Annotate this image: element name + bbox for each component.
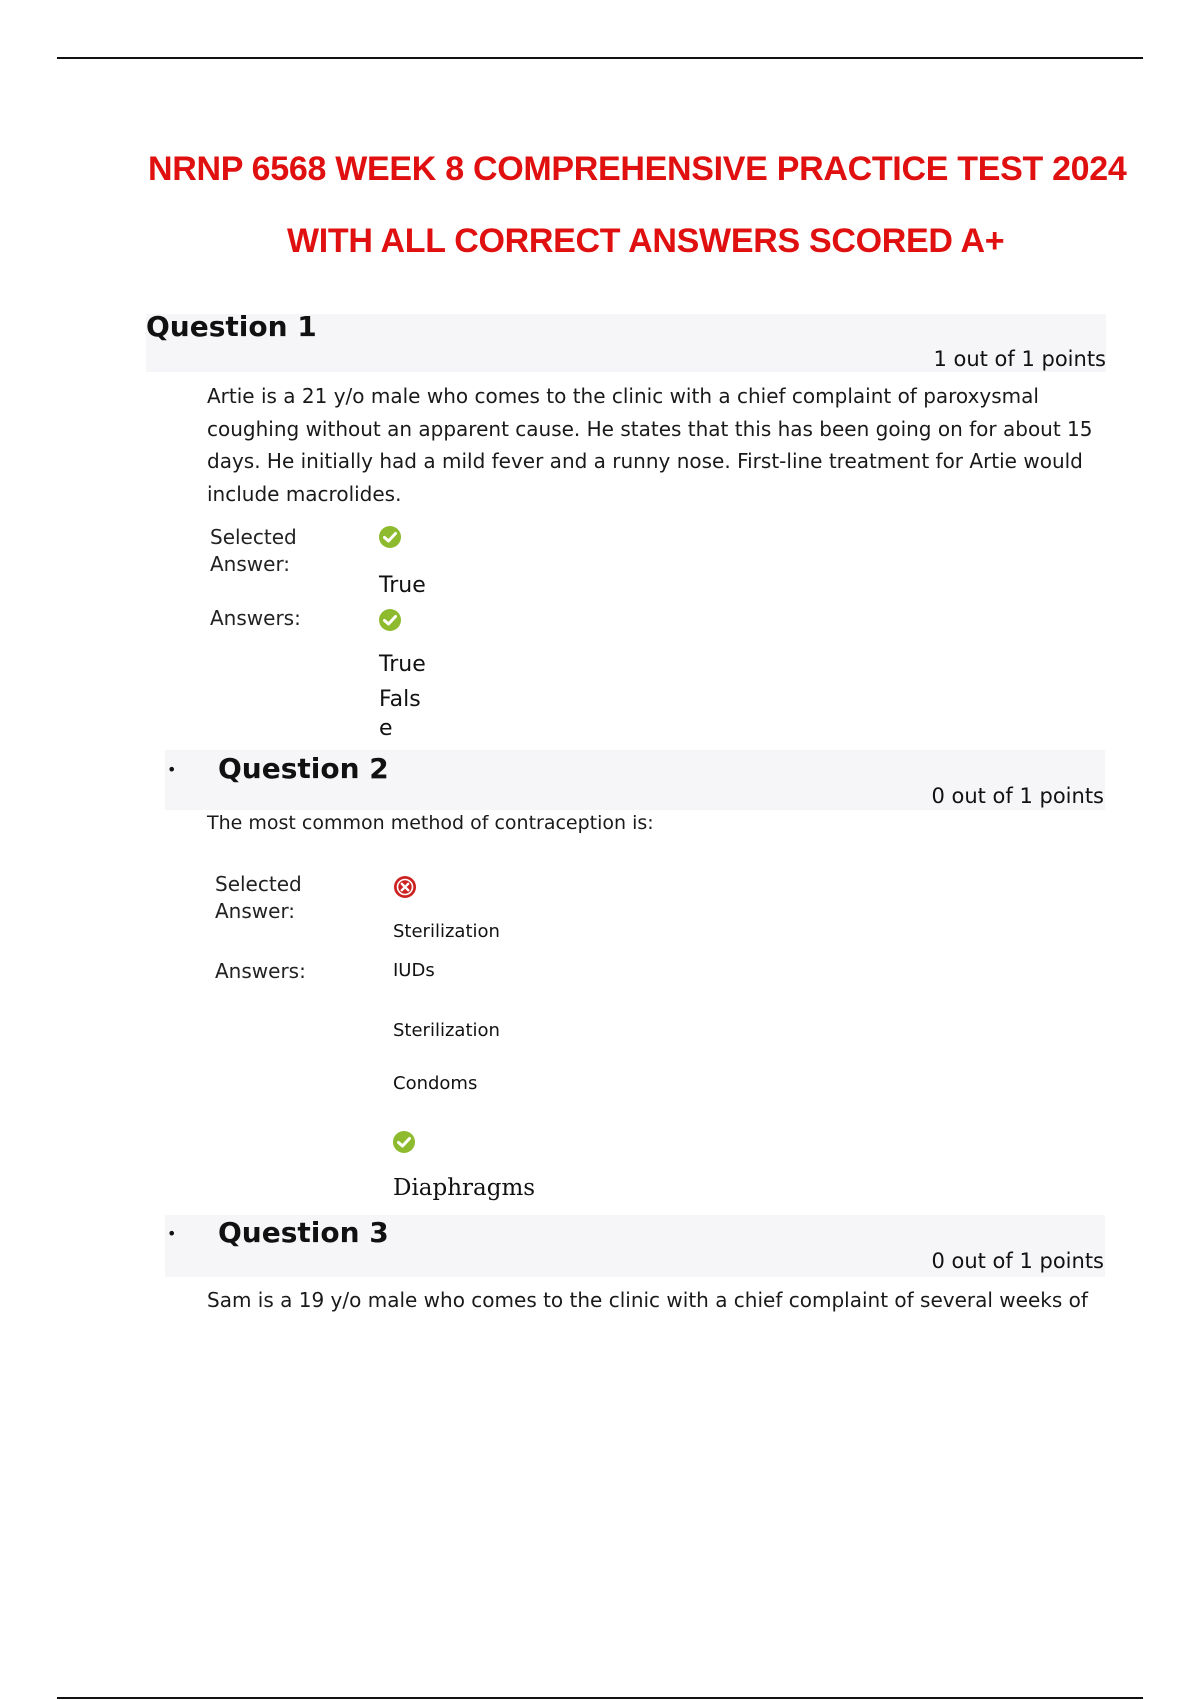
question-3-bullet: •: [167, 1224, 177, 1243]
question-1-selected-answer-label: Selected Answer:: [210, 525, 297, 576]
question-2-bullet: •: [167, 760, 177, 779]
question-1-selected-answer: True: [379, 573, 426, 598]
bottom-rule: [57, 1697, 1143, 1699]
top-rule: [57, 57, 1143, 59]
question-2-answer-option: Condoms: [393, 1073, 478, 1094]
check-icon: [379, 526, 401, 548]
question-2-text: The most common method of contraception is:: [207, 812, 654, 834]
question-3-points: 0 out of 1 points: [931, 1249, 1104, 1273]
question-1-answer-option: e: [379, 716, 393, 741]
question-1-answers-label: Answers:: [210, 606, 301, 630]
check-icon: [393, 1131, 415, 1153]
question-1-points: 1 out of 1 points: [933, 347, 1106, 371]
question-1-text: Artie is a 21 y/o male who comes to the clinic with a chief complaint of paroxysmal coughing without an apparent cause. He states that this has been going on for about 15 days. He initially had a mild fever and a runny nose. First-line treatment for Artie would include macrolides.: [207, 384, 1093, 506]
question-1-title: Question 1: [146, 310, 317, 343]
question-3-title: Question 3: [218, 1216, 389, 1249]
question-1-answer-option: Fals: [379, 687, 421, 712]
question-2-title: Question 2: [218, 752, 389, 785]
question-2-answer-option: IUDs: [393, 960, 435, 981]
question-2-answer-option: Sterilization: [393, 1020, 500, 1041]
question-1-answer-option: True: [379, 652, 426, 677]
question-2-answers-label: Answers:: [215, 959, 306, 983]
question-2-selected-answer-label: Selected Answer:: [215, 872, 302, 923]
x-icon: [394, 876, 416, 898]
question-2-selected-answer: Sterilization: [393, 921, 500, 942]
question-3-text: Sam is a 19 y/o male who comes to the clinic with a chief complaint of several weeks of: [207, 1288, 1088, 1312]
question-2-answer-option: Diaphragms: [393, 1175, 536, 1201]
document-title-line-2: WITH ALL CORRECT ANSWERS SCORED A+: [287, 222, 1005, 260]
question-2-points: 0 out of 1 points: [931, 784, 1104, 808]
document-title-line-1: NRNP 6568 WEEK 8 COMPREHENSIVE PRACTICE TEST 2024: [148, 150, 1127, 188]
check-icon: [379, 609, 401, 631]
